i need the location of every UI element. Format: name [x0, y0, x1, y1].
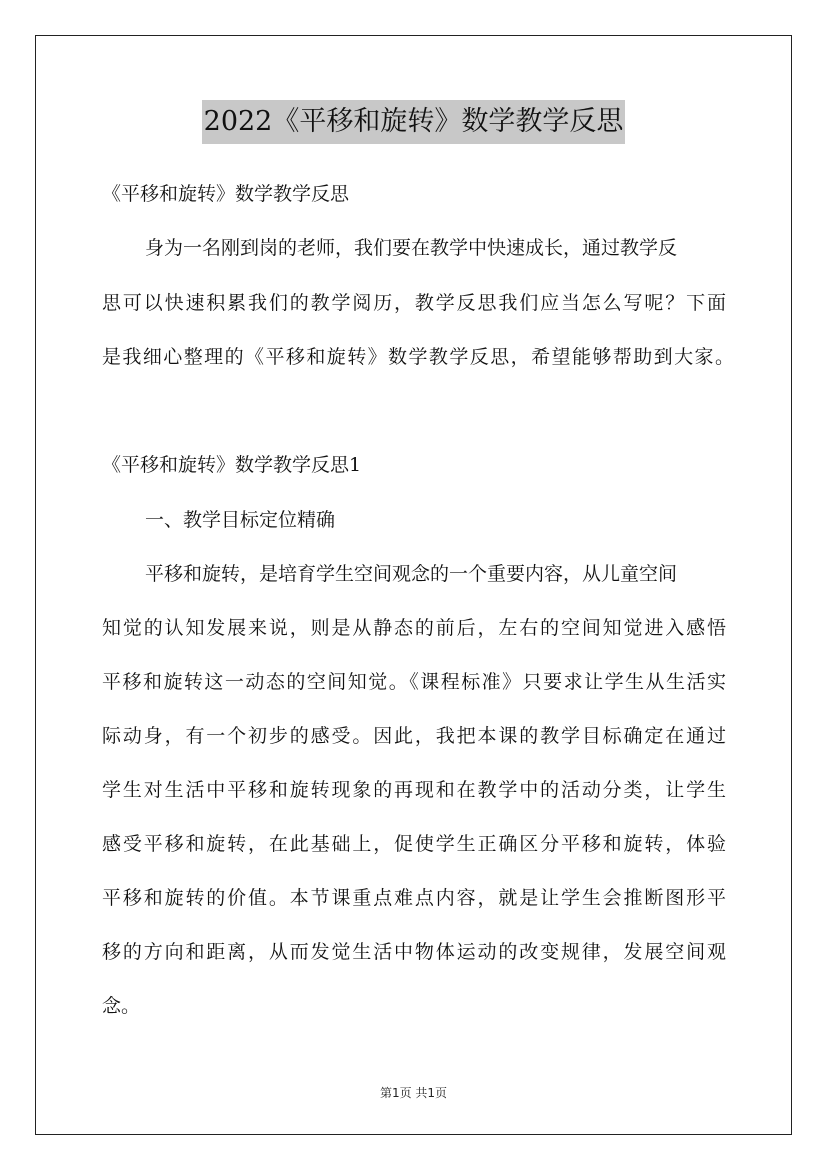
intro-line-2: 思可以快速积累我们的教学阅历，教学反思我们应当怎么写呢？下面 — [102, 292, 726, 314]
section1-line-5: 学生对生活中平移和旋转现象的再现和在教学中的活动分类，让学生 — [102, 779, 726, 801]
section1-line-1: 平移和旋转，是培育学生空间观念的一个重要内容，从儿童空间 — [145, 563, 678, 585]
section1-line-6: 感受平移和旋转，在此基础上，促使学生正确区分平移和旋转，体验 — [102, 833, 726, 855]
intro-line-3: 是我细心整理的《平移和旋转》数学教学反思，希望能够帮助到大家。 — [102, 346, 734, 368]
document-subtitle: 《平移和旋转》数学教学反思 — [102, 183, 350, 205]
section1-line-9: 念。 — [102, 995, 141, 1017]
section1-line-3: 平移和旋转这一动态的空间知觉。《课程标准》只要求让学生从生活实 — [102, 671, 726, 693]
document-title: 2022《平移和旋转》数学教学反思 — [202, 100, 626, 144]
section1-heading: 《平移和旋转》数学教学反思1 — [102, 454, 362, 476]
section1-subheading: 一、教学目标定位精确 — [145, 509, 336, 531]
section1-line-8: 移的方向和距离，从而发觉生活中物体运动的改变规律，发展空间观 — [102, 941, 726, 963]
page-number: 第1页 共1页 — [379, 1086, 448, 1100]
intro-line-1: 身为一名刚到岗的老师，我们要在教学中快速成长，通过教学反 — [145, 237, 678, 259]
title-container — [0, 100, 827, 144]
section1-line-7: 平移和旋转的价值。本节课重点难点内容，就是让学生会推断图形平 — [102, 887, 726, 909]
section1-line-2: 知觉的认知发展来说，则是从静态的前后，左右的空间知觉进入感悟 — [102, 617, 726, 639]
section1-line-4: 际动身，有一个初步的感受。因此，我把本课的教学目标确定在通过 — [102, 725, 726, 747]
